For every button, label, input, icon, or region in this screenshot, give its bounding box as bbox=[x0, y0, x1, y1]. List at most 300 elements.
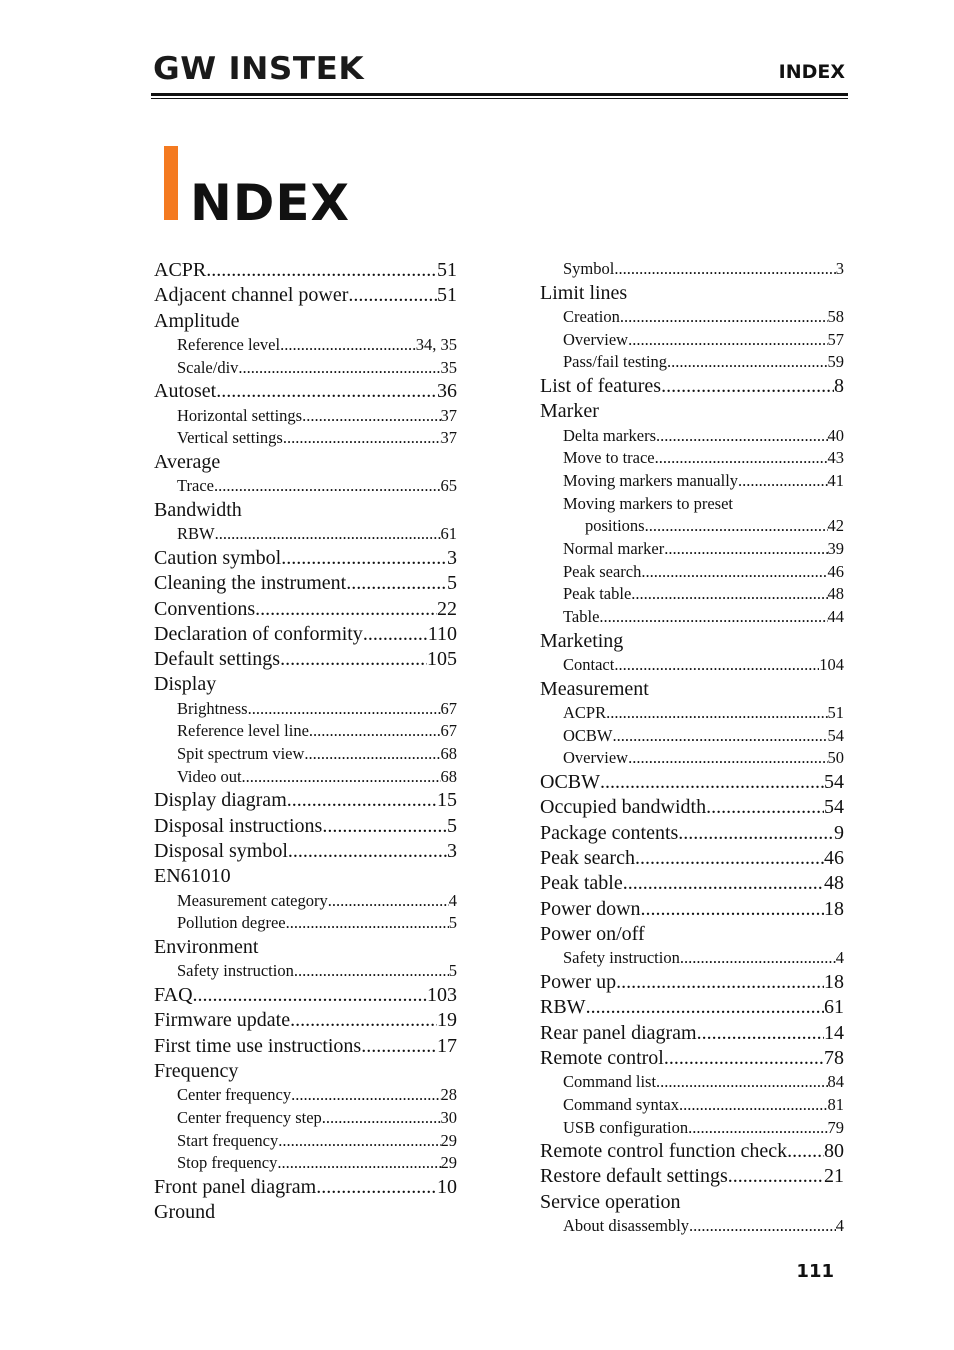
dot-leader bbox=[661, 374, 834, 399]
index-entry-page: 65 bbox=[440, 476, 457, 496]
dot-leader bbox=[286, 912, 449, 935]
index-entry bbox=[154, 405, 457, 428]
header-rule-thin bbox=[151, 98, 848, 99]
dot-leader bbox=[635, 846, 824, 871]
index-entry bbox=[154, 1200, 457, 1225]
index-entry bbox=[154, 814, 457, 839]
index-entry-page: 8 bbox=[834, 375, 844, 398]
index-entry-label: About disassembly bbox=[563, 1216, 690, 1236]
index-entry bbox=[154, 672, 457, 697]
dot-leader bbox=[645, 515, 828, 538]
index-entry-page: 28 bbox=[440, 1085, 457, 1105]
index-entry-page: 43 bbox=[827, 448, 844, 468]
index-entry-page: 4 bbox=[835, 1216, 844, 1236]
dot-leader bbox=[193, 983, 427, 1008]
index-entry-page: 17 bbox=[437, 1034, 457, 1057]
index-entry-label: First time use instructions bbox=[154, 1034, 362, 1057]
index-entry-page: 9 bbox=[834, 821, 844, 844]
index-entry-page: 5 bbox=[447, 814, 457, 837]
index-entry-label: FAQ bbox=[154, 983, 193, 1006]
index-entry-label: Symbol bbox=[563, 259, 615, 278]
index-entry-label: positions bbox=[585, 516, 645, 536]
index-entry bbox=[154, 766, 457, 789]
page-title: NDEX bbox=[190, 174, 351, 232]
index-entry-page: 78 bbox=[824, 1046, 844, 1069]
index-entry-label: Start frequency bbox=[177, 1130, 279, 1150]
index-entry-label: EN61010 bbox=[154, 865, 231, 888]
dot-leader bbox=[641, 897, 824, 922]
index-entry-label: Amplitude bbox=[154, 309, 240, 332]
index-entry-label: Average bbox=[154, 450, 221, 473]
index-entry-label: Display diagram bbox=[154, 789, 287, 812]
index-entry bbox=[154, 890, 457, 913]
dot-leader bbox=[281, 546, 447, 571]
index-entry-label: Safety instruction bbox=[563, 948, 680, 968]
dot-leader bbox=[346, 571, 447, 596]
index-entry-page: 68 bbox=[440, 766, 457, 786]
index-entry-label: Bandwidth bbox=[154, 498, 242, 521]
index-entry bbox=[540, 447, 844, 470]
index-entry bbox=[540, 702, 844, 725]
index-entry-page: 84 bbox=[827, 1072, 844, 1092]
index-entry bbox=[540, 970, 844, 995]
index-entry-page: 4 bbox=[835, 948, 844, 968]
index-entry bbox=[540, 897, 844, 922]
index-entry-page: 42 bbox=[827, 516, 844, 536]
index-entry bbox=[540, 515, 844, 538]
index-entry bbox=[540, 493, 844, 516]
index-entry bbox=[540, 947, 844, 970]
index-entry bbox=[154, 1008, 457, 1033]
index-entry-page: 67 bbox=[440, 698, 457, 718]
index-entry bbox=[540, 1139, 844, 1164]
index-entry-page: 54 bbox=[824, 771, 844, 794]
dot-leader bbox=[255, 597, 437, 622]
index-entry-page: 21 bbox=[824, 1165, 844, 1188]
dot-leader bbox=[599, 606, 827, 629]
dot-leader bbox=[628, 329, 827, 352]
index-entry bbox=[540, 306, 844, 329]
index-column-right bbox=[540, 258, 844, 1238]
index-entry-page: 46 bbox=[827, 561, 844, 581]
index-entry-label: Display bbox=[154, 673, 217, 696]
dot-leader bbox=[738, 470, 827, 493]
dot-leader bbox=[787, 1139, 824, 1164]
index-entry bbox=[154, 379, 457, 404]
index-entry-label: Package contents bbox=[540, 821, 679, 844]
dot-leader bbox=[278, 1130, 440, 1153]
dot-leader bbox=[655, 447, 828, 470]
dot-leader bbox=[628, 747, 827, 770]
index-entry-label: Front panel diagram bbox=[154, 1175, 317, 1198]
index-entry-label: Limit lines bbox=[540, 281, 628, 304]
index-entry-label: Moving markers to preset bbox=[563, 493, 734, 513]
index-entry-label: Marketing bbox=[540, 629, 624, 652]
index-entry-label: Trace bbox=[177, 476, 214, 496]
index-entry-page: 29 bbox=[440, 1130, 457, 1150]
index-entry-page: 3 bbox=[835, 259, 844, 278]
dot-leader bbox=[280, 647, 427, 672]
dot-leader bbox=[242, 766, 441, 789]
index-entry-page: 18 bbox=[824, 970, 844, 993]
dot-leader bbox=[728, 1164, 824, 1189]
index-entry bbox=[540, 425, 844, 448]
index-entry-label: Cleaning the instrument bbox=[154, 572, 347, 595]
dot-leader bbox=[316, 1175, 437, 1200]
index-entry-page: 110 bbox=[427, 622, 457, 645]
index-entry-label: Reference level bbox=[177, 334, 281, 354]
index-entry-page: 80 bbox=[824, 1140, 844, 1163]
index-entry-label: Power up bbox=[540, 970, 617, 993]
index-entry bbox=[540, 470, 844, 493]
dot-leader bbox=[586, 995, 824, 1020]
header-section-label: INDEX bbox=[778, 61, 845, 83]
dot-leader bbox=[706, 795, 824, 820]
index-entry-label: Center frequency step bbox=[177, 1107, 322, 1127]
dot-leader bbox=[616, 970, 824, 995]
index-entry-page: 54 bbox=[827, 725, 844, 745]
index-entry bbox=[540, 922, 844, 947]
index-entry-label: Ground bbox=[154, 1201, 216, 1224]
index-entry-label: RBW bbox=[540, 996, 586, 1019]
dot-leader bbox=[348, 283, 437, 308]
index-entry bbox=[540, 770, 844, 795]
index-entry-page: 18 bbox=[824, 897, 844, 920]
index-entry-label: Caution symbol bbox=[154, 546, 282, 569]
index-entry bbox=[154, 983, 457, 1008]
index-entry-page: 34, 35 bbox=[415, 334, 457, 354]
index-entry-page: 68 bbox=[440, 744, 457, 764]
index-entry-label: Overview bbox=[563, 748, 629, 768]
index-entry bbox=[540, 399, 844, 424]
index-entry-page: 22 bbox=[437, 597, 457, 620]
dot-leader bbox=[238, 357, 440, 380]
index-entry-page: 5 bbox=[448, 961, 457, 981]
index-entry-label: OCBW bbox=[540, 771, 600, 794]
index-entry-page: 67 bbox=[440, 721, 457, 741]
index-entry-label: Declaration of conformity bbox=[154, 622, 363, 645]
index-entry-label: Overview bbox=[563, 329, 629, 349]
index-entry bbox=[154, 309, 457, 334]
index-entry bbox=[540, 1164, 844, 1189]
dot-leader bbox=[641, 561, 827, 584]
index-entry-page: 103 bbox=[427, 983, 457, 1006]
index-entry-page: 44 bbox=[827, 607, 844, 627]
index-entry-label: Video out bbox=[177, 766, 242, 786]
index-entry bbox=[540, 1190, 844, 1215]
dot-leader bbox=[689, 1215, 836, 1238]
dot-leader bbox=[291, 1084, 440, 1107]
index-entry-page: 48 bbox=[824, 872, 844, 895]
dot-leader bbox=[280, 334, 416, 357]
index-entry-page: 39 bbox=[827, 539, 844, 559]
dot-leader bbox=[664, 1046, 824, 1071]
index-entry-label: Power down bbox=[540, 897, 641, 920]
index-entry-label: USB configuration bbox=[563, 1117, 689, 1137]
index-entry-label: Vertical settings bbox=[177, 428, 283, 448]
index-entry-label: Horizontal settings bbox=[177, 405, 303, 425]
index-entry-page: 105 bbox=[427, 648, 457, 671]
index-entry bbox=[154, 1059, 457, 1084]
index-entry bbox=[540, 1215, 844, 1238]
index-entry-label: Disposal instructions bbox=[154, 814, 323, 837]
index-entry-label: Measurement bbox=[540, 677, 649, 700]
index-entry bbox=[154, 720, 457, 743]
dot-leader bbox=[600, 770, 824, 795]
index-entry-page: 51 bbox=[437, 259, 457, 281]
dot-leader bbox=[294, 960, 449, 983]
index-entry-label: Table bbox=[563, 607, 600, 627]
index-entry-label: Safety instruction bbox=[177, 961, 294, 981]
index-entry bbox=[154, 475, 457, 498]
index-entry bbox=[154, 622, 457, 647]
dot-leader bbox=[248, 698, 441, 721]
index-entry-label: Conventions bbox=[154, 597, 256, 620]
index-entry-label: Autoset bbox=[154, 380, 217, 403]
index-entry-page: 61 bbox=[824, 996, 844, 1019]
index-entry bbox=[154, 450, 457, 475]
index-entry bbox=[540, 846, 844, 871]
index-entry-page: 48 bbox=[827, 584, 844, 604]
index-entry-label: Adjacent channel power bbox=[154, 284, 349, 307]
dot-leader bbox=[216, 379, 437, 404]
dot-leader bbox=[322, 814, 447, 839]
index-entry-label: ACPR bbox=[154, 259, 207, 281]
index-entry bbox=[154, 864, 457, 889]
index-entry bbox=[540, 538, 844, 561]
index-entry-page: 50 bbox=[827, 748, 844, 768]
index-entry-page: 41 bbox=[827, 471, 844, 491]
index-entry-label: Peak table bbox=[563, 584, 632, 604]
index-entry bbox=[540, 1046, 844, 1071]
index-entry-label: Peak search bbox=[540, 847, 635, 870]
dot-leader bbox=[614, 258, 835, 281]
index-entry-label: Occupied bandwidth bbox=[540, 796, 707, 819]
index-entry bbox=[154, 357, 457, 380]
dot-leader bbox=[697, 1021, 824, 1046]
index-entry-label: Scale/div bbox=[177, 357, 239, 377]
index-entry-page: 81 bbox=[827, 1094, 844, 1114]
index-entry bbox=[154, 743, 457, 766]
dot-leader bbox=[620, 306, 828, 329]
dot-leader bbox=[613, 725, 828, 748]
index-entry-page: 57 bbox=[827, 329, 844, 349]
index-entry-label: Brightness bbox=[177, 698, 248, 718]
dot-leader bbox=[215, 523, 441, 546]
index-entry-label: Remote control function check bbox=[540, 1140, 788, 1163]
index-entry-page: 29 bbox=[440, 1153, 457, 1173]
index-entry-label: Moving markers manually bbox=[563, 471, 739, 491]
index-entry bbox=[154, 427, 457, 450]
index-entry-label: Rear panel diagram bbox=[540, 1021, 697, 1044]
dot-leader bbox=[679, 1094, 828, 1117]
index-entry bbox=[540, 281, 844, 306]
index-entry-page: 51 bbox=[827, 703, 844, 723]
dot-leader bbox=[206, 258, 437, 283]
index-entry-page: 46 bbox=[824, 847, 844, 870]
index-entry bbox=[154, 839, 457, 864]
index-entry bbox=[540, 329, 844, 352]
index-entry bbox=[154, 334, 457, 357]
dot-leader bbox=[287, 788, 437, 813]
dot-leader bbox=[363, 622, 428, 647]
index-entry-label: Normal marker bbox=[563, 539, 665, 559]
index-entry bbox=[540, 258, 844, 281]
index-entry-page: 54 bbox=[824, 796, 844, 819]
dot-leader bbox=[678, 821, 834, 846]
dot-leader bbox=[656, 1071, 827, 1094]
index-entry bbox=[154, 523, 457, 546]
index-entry bbox=[540, 747, 844, 770]
index-entry bbox=[154, 960, 457, 983]
dot-leader bbox=[302, 405, 440, 428]
index-entry-page: 30 bbox=[440, 1107, 457, 1127]
index-entry-page: 37 bbox=[440, 428, 457, 448]
index-entry bbox=[540, 795, 844, 820]
dot-leader bbox=[361, 1034, 437, 1059]
index-entry-label: Service operation bbox=[540, 1190, 681, 1213]
index-entry-label: Delta markers bbox=[563, 425, 656, 445]
index-entry-page: 36 bbox=[437, 380, 457, 403]
index-entry bbox=[154, 1175, 457, 1200]
index-entry bbox=[154, 1130, 457, 1153]
dot-leader bbox=[680, 947, 836, 970]
index-entry bbox=[540, 654, 844, 677]
index-entry bbox=[154, 283, 457, 308]
index-entry-label: Move to trace bbox=[563, 448, 655, 468]
index-entry bbox=[154, 571, 457, 596]
index-entry-label: Power on/off bbox=[540, 922, 645, 945]
dot-leader bbox=[283, 427, 441, 450]
index-entry-label: OCBW bbox=[563, 725, 613, 745]
index-entry bbox=[154, 1084, 457, 1107]
index-entry-label: ACPR bbox=[563, 703, 607, 723]
index-entry bbox=[154, 788, 457, 813]
index-entry-page: 5 bbox=[448, 913, 457, 933]
index-entry-label: Pass/fail testing bbox=[563, 352, 668, 372]
dot-leader bbox=[664, 538, 827, 561]
index-entry-label: Creation bbox=[563, 306, 620, 326]
index-entry-label: Stop frequency bbox=[177, 1153, 278, 1173]
dot-leader bbox=[322, 1107, 441, 1130]
index-entry bbox=[540, 374, 844, 399]
index-entry-page: 79 bbox=[827, 1117, 844, 1137]
index-entry-label: Remote control bbox=[540, 1046, 664, 1069]
index-entry bbox=[540, 995, 844, 1020]
index-entry-label: Default settings bbox=[154, 648, 281, 671]
dot-leader bbox=[290, 1008, 437, 1033]
index-entry bbox=[540, 871, 844, 896]
index-entry bbox=[540, 561, 844, 584]
index-entry bbox=[154, 597, 457, 622]
index-entry-page: 35 bbox=[440, 357, 457, 377]
index-entry-page: 19 bbox=[437, 1009, 457, 1032]
index-entry bbox=[154, 1107, 457, 1130]
dot-leader bbox=[328, 890, 449, 913]
index-entry-label: Reference level line bbox=[177, 721, 309, 741]
index-entry-page: 5 bbox=[447, 572, 457, 595]
index-entry bbox=[540, 1071, 844, 1094]
dot-leader bbox=[214, 475, 441, 498]
index-entry-label: Pollution degree bbox=[177, 913, 286, 933]
dot-leader bbox=[623, 871, 824, 896]
brand-logo: GW INSTEK bbox=[153, 51, 365, 87]
title-initial-bar bbox=[164, 146, 178, 220]
index-entry bbox=[154, 935, 457, 960]
index-entry bbox=[154, 498, 457, 523]
index-entry-page: 15 bbox=[437, 789, 457, 812]
dot-leader bbox=[631, 583, 827, 606]
dot-leader bbox=[277, 1152, 440, 1175]
index-entry-label: Peak search bbox=[563, 561, 642, 581]
index-entry-page: 10 bbox=[437, 1175, 457, 1198]
index-entry-label: Restore default settings bbox=[540, 1165, 728, 1188]
index-entry bbox=[540, 1117, 844, 1140]
index-entry-label: Marker bbox=[540, 400, 599, 423]
dot-leader bbox=[656, 425, 828, 448]
index-entry-label: Disposal symbol bbox=[154, 840, 288, 863]
dot-leader bbox=[304, 743, 440, 766]
index-column-left bbox=[154, 258, 457, 1226]
index-entry bbox=[540, 606, 844, 629]
index-entry bbox=[540, 821, 844, 846]
index-entry bbox=[154, 1034, 457, 1059]
dot-leader bbox=[606, 702, 827, 725]
index-entry bbox=[540, 351, 844, 374]
index-entry bbox=[154, 912, 457, 935]
index-entry-page: 51 bbox=[437, 284, 457, 307]
index-entry-page: 3 bbox=[447, 546, 457, 569]
index-entry-label: Center frequency bbox=[177, 1085, 292, 1105]
index-entry bbox=[154, 1152, 457, 1175]
index-entry bbox=[154, 647, 457, 672]
index-entry-label: Spit spectrum view bbox=[177, 744, 305, 764]
page-number: 111 bbox=[796, 1261, 834, 1282]
index-entry-page: 3 bbox=[447, 840, 457, 863]
index-entry-label: Contact bbox=[563, 655, 615, 675]
dot-leader bbox=[688, 1117, 827, 1140]
index-entry-page: 61 bbox=[440, 524, 457, 544]
dot-leader bbox=[614, 654, 819, 677]
index-entry-page: 59 bbox=[827, 352, 844, 372]
index-entry-label: List of features bbox=[540, 375, 662, 398]
index-entry-label: Firmware update bbox=[154, 1009, 291, 1032]
index-entry-page: 14 bbox=[824, 1021, 844, 1044]
index-entry bbox=[540, 725, 844, 748]
index-entry-label: Peak table bbox=[540, 872, 623, 895]
index-entry-page: 104 bbox=[819, 655, 844, 675]
index-entry bbox=[540, 1094, 844, 1117]
index-entry bbox=[540, 629, 844, 654]
index-entry-label: Command syntax bbox=[563, 1094, 679, 1114]
dot-leader bbox=[667, 351, 827, 374]
index-entry-label: Frequency bbox=[154, 1059, 239, 1082]
index-entry bbox=[154, 698, 457, 721]
index-entry bbox=[154, 546, 457, 571]
index-entry-label: RBW bbox=[177, 524, 215, 544]
index-entry-label: Measurement category bbox=[177, 890, 328, 910]
index-entry-page: 58 bbox=[827, 306, 844, 326]
index-entry-label: Command list bbox=[563, 1072, 657, 1092]
index-entry bbox=[154, 258, 457, 283]
dot-leader bbox=[309, 720, 441, 743]
index-entry-page: 4 bbox=[448, 890, 457, 910]
index-entry-page: 40 bbox=[827, 425, 844, 445]
index-entry bbox=[540, 677, 844, 702]
index-entry-page: 37 bbox=[440, 405, 457, 425]
header-rule-thick bbox=[151, 93, 848, 96]
index-entry bbox=[540, 583, 844, 606]
